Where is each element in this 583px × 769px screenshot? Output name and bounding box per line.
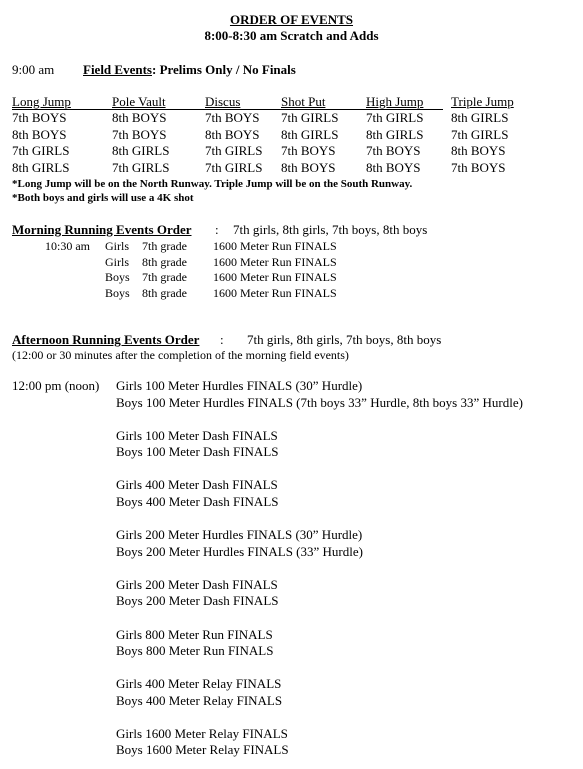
field-table-cell: 8th BOYS — [205, 126, 260, 142]
afternoon-event: Boys 200 Meter Hurdles FINALS (33” Hurdle) — [116, 543, 363, 559]
afternoon-event: Boys 400 Meter Dash FINALS — [116, 493, 279, 509]
morning-row-event: 1600 Meter Run FINALS — [213, 285, 337, 300]
field-column-header: Discus — [205, 94, 241, 109]
morning-label: Morning Running Events Order — [12, 222, 192, 237]
morning-row-gender: Girls — [105, 254, 129, 269]
afternoon-event: Girls 100 Meter Dash FINALS — [116, 427, 278, 443]
afternoon-event: Boys 100 Meter Dash FINALS — [116, 444, 279, 460]
afternoon-event: Girls 400 Meter Relay FINALS — [116, 676, 282, 692]
morning-row-grade: 7th grade — [142, 270, 187, 284]
afternoon-label: Afternoon Running Events Order — [12, 332, 200, 347]
morning-row-gender: Boys — [105, 270, 130, 284]
field-events-time: 9:00 am — [12, 62, 55, 77]
field-column-header: Pole Vault — [112, 94, 166, 109]
field-table-cell: 7th BOYS — [112, 126, 167, 142]
field-column-header: Shot Put — [281, 94, 326, 109]
field-events-label: Field Events — [83, 62, 152, 77]
field-table-cell: 7th BOYS — [281, 143, 336, 158]
morning-heading — [12, 222, 192, 238]
morning-row-gender: Girls — [105, 239, 129, 253]
page-subtitle: 8:00-8:30 am Scratch and Adds — [204, 28, 379, 43]
afternoon-event: Girls 1600 Meter Relay FINALS — [116, 725, 288, 741]
field-table-cell: 7th BOYS — [366, 143, 421, 158]
afternoon-event: Boys 800 Meter Run FINALS — [116, 643, 274, 658]
field-table-cell: 7th GIRLS — [451, 126, 509, 142]
afternoon-order: 7th girls, 8th girls, 7th boys, 8th boys — [247, 332, 442, 347]
morning-row-grade: 8th grade — [142, 254, 187, 269]
afternoon-event: Boys 200 Meter Dash FINALS — [116, 593, 279, 609]
morning-row-event: 1600 Meter Run FINALS — [213, 270, 337, 284]
page-title: ORDER OF EVENTS — [229, 12, 354, 27]
field-column-header: Long Jump — [12, 94, 71, 109]
field-table-cell: 8th GIRLS — [281, 126, 339, 142]
field-table-cell: 8th GIRLS — [451, 110, 509, 125]
morning-row-event: 1600 Meter Run FINALS — [213, 239, 337, 253]
field-table-cell: 7th GIRLS — [205, 143, 263, 158]
field-note-shot: *Both boys and girls will use a 4K shot — [12, 192, 194, 204]
morning-time: 10:30 am — [45, 239, 90, 253]
field-table-cell: 7th BOYS — [12, 110, 67, 125]
morning-order: 7th girls, 8th girls, 7th boys, 8th boys — [233, 222, 428, 237]
field-table-cell: 8th GIRLS — [112, 143, 170, 158]
afternoon-event: Girls 400 Meter Dash FINALS — [116, 477, 278, 493]
afternoon-event: Boys 400 Meter Relay FINALS — [116, 692, 283, 708]
afternoon-event: Girls 200 Meter Hurdles FINALS (30” Hurdle) — [116, 527, 363, 543]
afternoon-event: Boys 1600 Meter Relay FINALS — [116, 742, 289, 758]
field-column-header: High Jump — [366, 94, 424, 109]
morning-row-grade: 8th grade — [142, 285, 187, 300]
afternoon-colon: : — [220, 332, 224, 347]
field-table-cell: 8th BOYS — [281, 159, 336, 175]
afternoon-time: 12:00 pm (noon) — [12, 378, 100, 393]
morning-colon: : — [215, 222, 219, 237]
afternoon-event: Girls 200 Meter Dash FINALS — [116, 576, 278, 592]
field-table-cell: 7th GIRLS — [12, 143, 70, 158]
afternoon-note: (12:00 or 30 minutes after the completion of the morning field events) — [12, 348, 349, 362]
field-table-cell: 7th GIRLS — [205, 159, 263, 175]
afternoon-event: Girls 800 Meter Run FINALS — [116, 626, 273, 642]
morning-row-event: 1600 Meter Run FINALS — [213, 254, 337, 269]
morning-row-gender: Boys — [105, 285, 130, 300]
morning-row-grade: 7th grade — [142, 239, 187, 253]
field-note-runway: *Long Jump will be on the North Runway. Triple Jump will be on the South Runway. — [12, 178, 413, 190]
field-column-header: Triple Jump — [451, 94, 514, 109]
field-events-suffix: : Prelims Only / No Finals — [151, 62, 296, 77]
field-table-cell: 8th BOYS — [366, 159, 421, 175]
field-table-cell: 8th GIRLS — [12, 159, 70, 175]
field-table-cell: 7th BOYS — [205, 110, 260, 125]
field-table-cell: 7th GIRLS — [281, 110, 339, 125]
field-table-cell: 8th GIRLS — [366, 126, 424, 142]
field-table-cell: 8th BOYS — [12, 126, 67, 142]
field-table-cell: 7th BOYS — [451, 159, 506, 175]
field-table-cell: 7th GIRLS — [366, 110, 424, 125]
field-table-cell: 7th GIRLS — [112, 159, 170, 175]
afternoon-event: Girls 100 Meter Hurdles FINALS (30” Hurdle) — [116, 378, 363, 393]
field-events-heading — [83, 62, 296, 78]
field-table-cell: 8th BOYS — [451, 143, 506, 158]
field-table-cell: 8th BOYS — [112, 110, 167, 125]
afternoon-heading — [12, 332, 199, 348]
afternoon-event: Boys 100 Meter Hurdles FINALS (7th boys 33” Hurdle, 8th boys 33” Hurdle) — [116, 394, 523, 410]
